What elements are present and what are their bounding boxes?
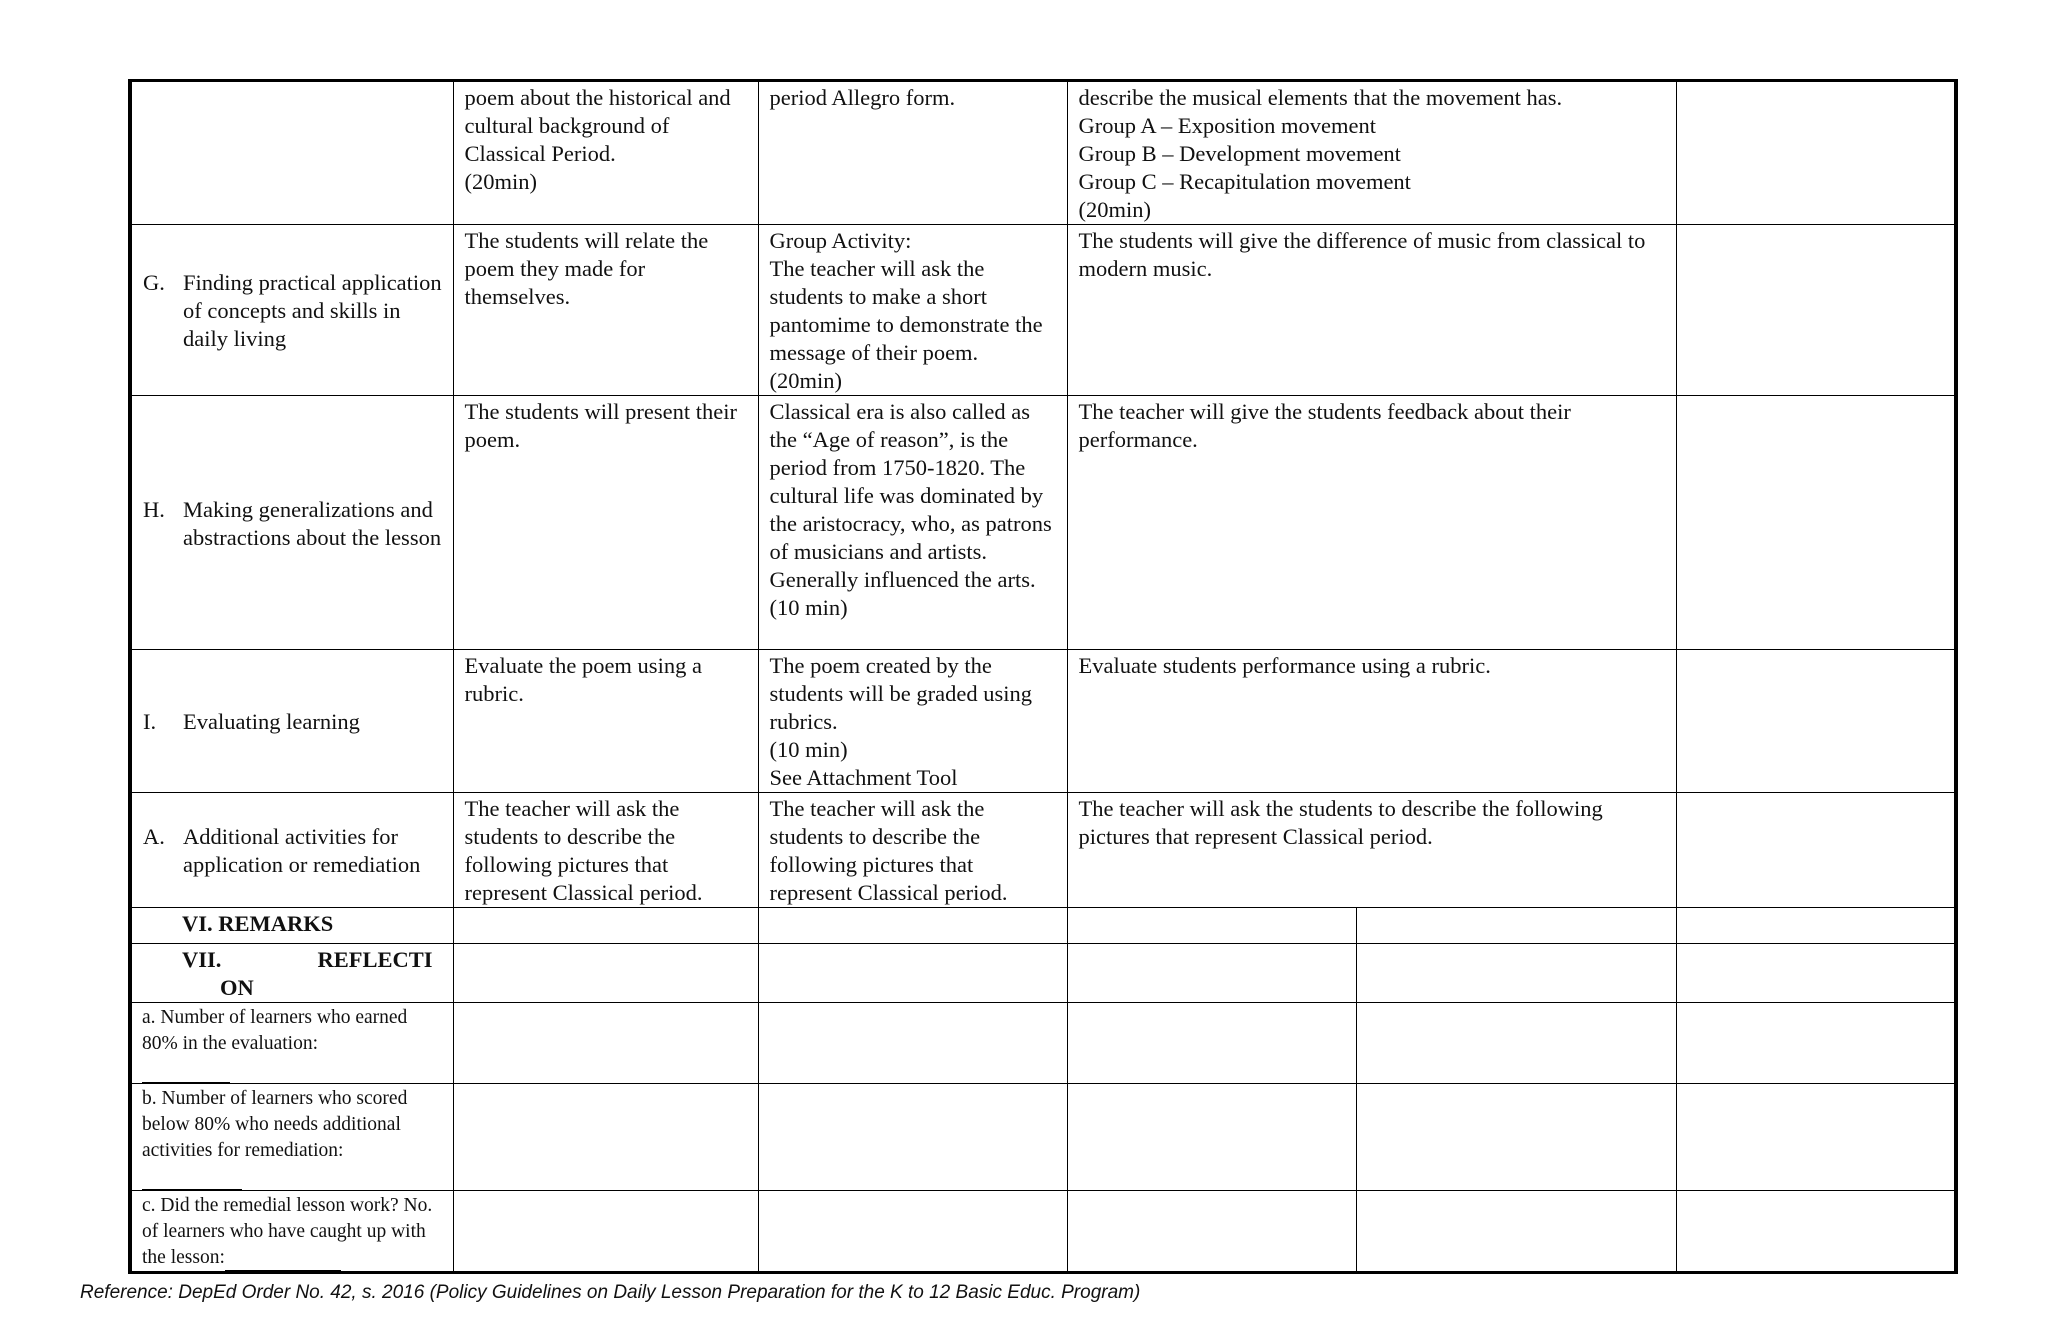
- table-cell: [1356, 1084, 1676, 1191]
- reflection-item-a: a. Number of learners who earned 80% in the evaluation:: [130, 1003, 453, 1084]
- table-cell: [1676, 1084, 1956, 1191]
- row-label-cell: H. Making generalizations and abstractions about the lesson: [130, 396, 453, 650]
- row-label-cell: G. Finding practical application of concepts and skills in daily living: [130, 225, 453, 396]
- table-cell: [758, 908, 1067, 944]
- table-cell: [1676, 81, 1956, 225]
- table-cell: [1067, 908, 1356, 944]
- table-cell: [453, 908, 758, 944]
- table-cell: [1676, 396, 1956, 650]
- row-label-cell: A. Additional activities for application or remediation: [130, 793, 453, 908]
- table-cell: [1067, 944, 1356, 1003]
- table-cell: [1676, 650, 1956, 793]
- reference-footnote: Reference: DepEd Order No. 42, s. 2016 (Policy Guidelines on Daily Lesson Preparation for the K to 12 Basic Educ. Program): [80, 1282, 1141, 1303]
- table-cell: describe the musical elements that the movement has. Group A – Exposition movement Group B – Development movement Group C – Recapitulation movement (20min): [1067, 81, 1676, 225]
- table-cell: [1676, 1003, 1956, 1084]
- lesson-plan-table: [128, 79, 1958, 1274]
- table-cell: [453, 944, 758, 1003]
- table-cell: Evaluate the poem using a rubric.: [453, 650, 758, 793]
- table-cell: [1676, 225, 1956, 396]
- row-label-cell: I. Evaluating learning: [130, 650, 453, 793]
- table-row: [130, 396, 1956, 650]
- answer-blank: [225, 1250, 341, 1271]
- answer-blank: [142, 1169, 242, 1190]
- table-cell: period Allegro form.: [758, 81, 1067, 225]
- table-cell: The teacher will ask the students to describe the following pictures that represent Classical period.: [1067, 793, 1676, 908]
- table-cell: The teacher will ask the students to describe the following pictures that represent Classical period.: [453, 793, 758, 908]
- reflection-heading: VII. REFLECTI ON: [130, 944, 453, 1003]
- table-cell: [758, 944, 1067, 1003]
- table-row: [130, 944, 1956, 1003]
- table-cell: [1356, 1191, 1676, 1273]
- table-row: [130, 1191, 1956, 1273]
- table-cell: The teacher will give the students feedback about their performance.: [1067, 396, 1676, 650]
- table-cell: [1356, 1003, 1676, 1084]
- table-cell: [758, 1084, 1067, 1191]
- table-row: [130, 225, 1956, 396]
- table-cell: Evaluate students performance using a rubric.: [1067, 650, 1676, 793]
- table-cell: [1067, 1003, 1356, 1084]
- table-cell: [1676, 793, 1956, 908]
- table-cell: [453, 1191, 758, 1273]
- table-cell: [1067, 1191, 1356, 1273]
- table-cell: [1676, 944, 1956, 1003]
- table-cell: [1356, 944, 1676, 1003]
- table-cell: [1356, 908, 1676, 944]
- table-row: [130, 1003, 1956, 1084]
- table-cell: [453, 1003, 758, 1084]
- remarks-heading: VI. REMARKS: [130, 908, 453, 944]
- table-cell: [1676, 1191, 1956, 1273]
- table-row: [130, 908, 1956, 944]
- table-cell: [758, 1003, 1067, 1084]
- table-row: [130, 1084, 1956, 1191]
- table-row: [130, 650, 1956, 793]
- table-cell: The poem created by the students will be graded using rubrics. (10 min) See Attachment Tool: [758, 650, 1067, 793]
- table-cell: poem about the historical and cultural background of Classical Period. (20min): [453, 81, 758, 225]
- row-label-cell: [130, 81, 453, 225]
- table-cell: The students will relate the poem they made for themselves.: [453, 225, 758, 396]
- table-cell: [1067, 1084, 1356, 1191]
- reflection-item-b: b. Number of learners who scored below 80% who needs additional activities for remediation:: [130, 1084, 453, 1191]
- table-cell: The students will give the difference of music from classical to modern music.: [1067, 225, 1676, 396]
- table-row: [130, 81, 1956, 225]
- table-cell: The teacher will ask the students to describe the following pictures that represent Classical period.: [758, 793, 1067, 908]
- table-cell: Classical era is also called as the “Age of reason”, is the period from 1750-1820. The cultural life was dominated by the aristocracy, who, as patrons of musicians and artists. Generally influenced the arts. (10 min): [758, 396, 1067, 650]
- table-cell: Group Activity: The teacher will ask the students to make a short pantomime to demonstrate the message of their poem. (20min): [758, 225, 1067, 396]
- table-cell: [453, 1084, 758, 1191]
- reflection-item-c: c. Did the remedial lesson work? No. of learners who have caught up with the lesson:: [130, 1191, 453, 1273]
- table-cell: The students will present their poem.: [453, 396, 758, 650]
- table-row: [130, 793, 1956, 908]
- table-cell: [1676, 908, 1956, 944]
- answer-blank: [142, 1062, 230, 1083]
- table-cell: [758, 1191, 1067, 1273]
